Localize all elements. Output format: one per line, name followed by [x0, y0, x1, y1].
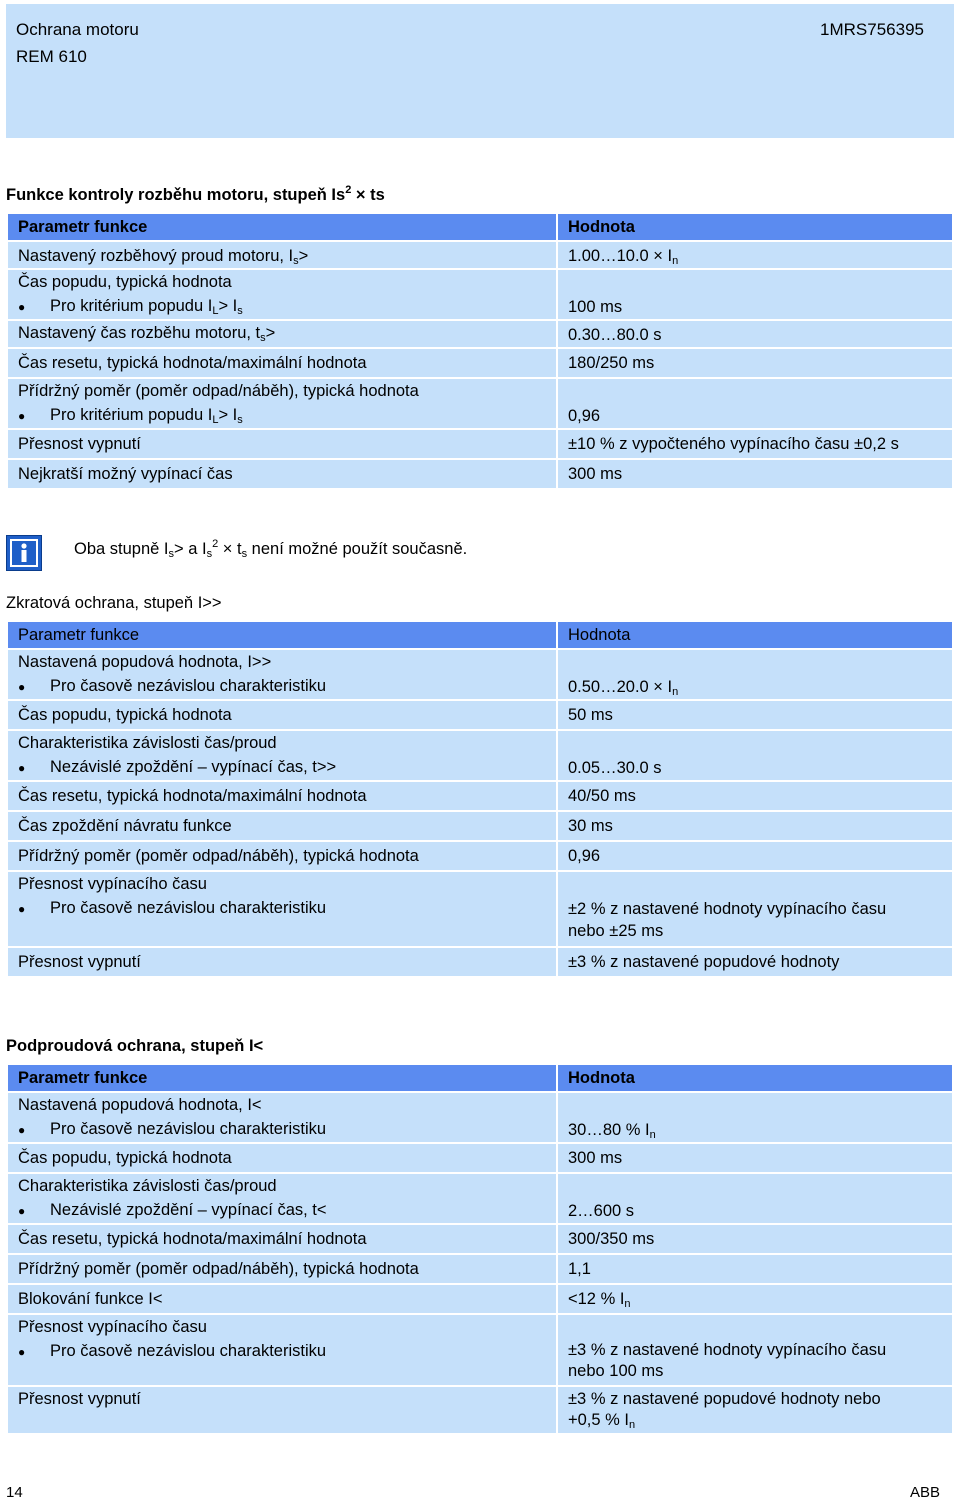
value-cell [558, 1093, 952, 1142]
param-cell [8, 650, 556, 699]
bullet-item [18, 1198, 546, 1223]
section-title-motor-start [6, 186, 385, 205]
param-cell: Přesnost vypnutí [8, 948, 556, 976]
title-part: × ts [351, 186, 385, 204]
bullet-item [18, 896, 546, 921]
table-short-circuit [6, 620, 954, 978]
bullet-dot-icon: ● [18, 300, 26, 314]
label: > [265, 324, 276, 342]
sub: n [649, 1129, 656, 1141]
col-header-value: Hodnota [558, 1065, 952, 1091]
param-cell: Čas zpoždění návratu funkce [8, 812, 556, 840]
value: 30…80 % I [568, 1121, 650, 1139]
col-header-value: Hodnota [558, 622, 952, 648]
value-cell [558, 650, 952, 699]
param-cell [8, 1174, 556, 1223]
value: nebo 100 ms [568, 1362, 664, 1380]
label: Přídržný poměr (poměr odpad/náběh), typická hodnota [18, 382, 419, 400]
table-row [8, 731, 952, 780]
table-row [8, 812, 952, 840]
sub: s [237, 305, 243, 317]
param-cell: Čas resetu, typická hodnota/maximální hodnota [8, 349, 556, 377]
table-row [8, 430, 952, 458]
note-part: > a I [173, 540, 207, 558]
sub: n [672, 255, 679, 267]
sub: n [629, 1419, 636, 1431]
table-row [8, 270, 952, 319]
label: Přesnost vypínacího času [18, 1318, 207, 1336]
value-cell [558, 1387, 952, 1433]
brand-footer: ABB [909, 1484, 940, 1501]
param-cell: Čas popudu, typická hodnota [8, 701, 556, 729]
label: > [298, 247, 309, 265]
sub: s [293, 255, 299, 267]
table-row [8, 1144, 952, 1172]
value-cell: 180/250 ms [558, 349, 952, 377]
table-row [8, 321, 952, 347]
title-part: Funkce kontroly rozběhu motoru, stupeň Is [6, 186, 346, 204]
bullet-dot-icon: ● [18, 1345, 26, 1359]
note-part: × t [218, 540, 242, 558]
value-cell: 300/350 ms [558, 1225, 952, 1253]
table-row [8, 242, 952, 268]
sub: s [237, 414, 243, 426]
param-cell [8, 321, 556, 347]
value-cell: 0,96 [558, 379, 952, 428]
bullet-item [18, 403, 546, 428]
value-cell: 300 ms [558, 1144, 952, 1172]
label: Nastavená popudová hodnota, I>> [18, 653, 272, 671]
label: Pro kritérium popudu I [50, 297, 213, 315]
label: Nezávislé zpoždění – vypínací čas, t>> [50, 758, 337, 776]
col-header-parameter: Parametr funkce [8, 1065, 556, 1091]
col-header-parameter: Parametr funkce [8, 622, 556, 648]
table-row [8, 1174, 952, 1223]
table-row [8, 460, 952, 488]
bullet-item [18, 294, 546, 319]
value-line [568, 1410, 942, 1431]
sub: s [260, 332, 266, 344]
table-row [8, 701, 952, 729]
label: Charakteristika závislosti čas/proud [18, 1177, 277, 1195]
value-cell: 100 ms [558, 270, 952, 319]
header-title: Ochrana motoru [16, 20, 139, 39]
table-header-row [8, 1065, 952, 1091]
section-title-short-circuit: Zkratová ochrana, stupeň I>> [6, 594, 222, 612]
section-title-undercurrent: Podproudová ochrana, stupeň I< [6, 1037, 264, 1055]
table-row [8, 1093, 952, 1142]
table-header-row [8, 214, 952, 240]
value-cell [558, 872, 952, 946]
label: Pro časově nezávislou charakteristiku [50, 899, 327, 917]
param-cell [8, 1315, 556, 1385]
table-row [8, 1255, 952, 1283]
value-cell: 1,1 [558, 1255, 952, 1283]
header-left [16, 16, 139, 70]
table-row [8, 650, 952, 699]
bullet-dot-icon: ● [18, 1204, 26, 1218]
bullet-item [18, 755, 546, 780]
label: Pro kritérium popudu I [50, 406, 213, 424]
value: 1.00…10.0 × I [568, 247, 673, 265]
sup: 2 [212, 538, 219, 550]
table-row [8, 349, 952, 377]
label: Přesnost vypínacího času [18, 875, 207, 893]
value: ±3 % z nastavené popudové hodnoty nebo [568, 1390, 881, 1408]
header-device: REM 610 [16, 47, 87, 66]
sub: L [212, 414, 219, 426]
info-icon [6, 535, 42, 571]
bullet-item [18, 1339, 546, 1364]
param-cell: Přesnost vypnutí [8, 430, 556, 458]
value-cell [558, 1285, 952, 1313]
bullet-item [18, 1117, 546, 1142]
value-cell: ±3 % z nastavené popudové hodnoty [558, 948, 952, 976]
table-row [8, 1285, 952, 1313]
table-row [8, 1315, 952, 1385]
value-cell: 40/50 ms [558, 782, 952, 810]
param-cell: Čas resetu, typická hodnota/maximální hodnota [8, 782, 556, 810]
label: Nastavený čas rozběhu motoru, t [18, 324, 261, 342]
sub: L [212, 305, 219, 317]
bullet-dot-icon: ● [18, 902, 26, 916]
value: ±2 % z nastavené hodnoty vypínacího času [568, 900, 887, 918]
value-cell: 2…600 s [558, 1174, 952, 1223]
value-cell: 0.30…80.0 s [558, 321, 952, 347]
table-row [8, 842, 952, 870]
value: 0.50…20.0 × I [568, 678, 673, 696]
label: Čas popudu, typická hodnota [18, 273, 232, 291]
param-cell [8, 270, 556, 319]
table-row [8, 872, 952, 946]
value-cell [558, 1315, 952, 1385]
sub: s [241, 548, 248, 560]
table-row [8, 1387, 952, 1433]
table-row [8, 782, 952, 810]
value: +0,5 % I [568, 1411, 629, 1429]
table-row [8, 379, 952, 428]
value-cell: ±10 % z vypočteného vypínacího času ±0,2 s [558, 430, 952, 458]
note-part: není možné použít současně. [247, 540, 468, 558]
bullet-dot-icon: ● [18, 680, 26, 694]
col-header-parameter: Parametr funkce [8, 214, 556, 240]
sub: n [672, 686, 679, 698]
label: Nastavený rozběhový proud motoru, I [18, 247, 294, 265]
col-header-value: Hodnota [558, 214, 952, 240]
header-doc-id: 1MRS756395 [820, 20, 924, 39]
value: nebo ±25 ms [568, 922, 664, 940]
value: ±3 % z nastavené hodnoty vypínacího času [568, 1341, 887, 1359]
sub: n [624, 1298, 631, 1310]
note-text [74, 540, 467, 559]
value-cell: 0.05…30.0 s [558, 731, 952, 780]
label: Nezávislé zpoždění – vypínací čas, t< [50, 1201, 327, 1219]
label: Charakteristika závislosti čas/proud [18, 734, 277, 752]
sub: s [206, 548, 213, 560]
param-cell: Blokování funkce I< [8, 1285, 556, 1313]
bullet-item [18, 674, 546, 699]
bullet-dot-icon: ● [18, 761, 26, 775]
value-cell: 0,96 [558, 842, 952, 870]
sub: s [168, 548, 174, 560]
table-row [8, 948, 952, 976]
bullet-dot-icon: ● [18, 409, 26, 423]
param-cell [8, 872, 556, 946]
title-sup: 2 [345, 184, 352, 196]
value-cell: 50 ms [558, 701, 952, 729]
value-cell: 300 ms [558, 460, 952, 488]
param-cell [8, 1093, 556, 1142]
value: <12 % I [568, 1290, 625, 1308]
param-cell: Čas popudu, typická hodnota [8, 1144, 556, 1172]
param-cell: Přídržný poměr (poměr odpad/náběh), typická hodnota [8, 842, 556, 870]
table-header-row [8, 622, 952, 648]
param-cell: Čas resetu, typická hodnota/maximální hodnota [8, 1225, 556, 1253]
table-row [8, 1225, 952, 1253]
label: Pro časově nezávislou charakteristiku [50, 1342, 327, 1360]
param-cell [8, 379, 556, 428]
label: Pro časově nezávislou charakteristiku [50, 677, 327, 695]
table-motor-start [6, 212, 954, 490]
param-cell: Nejkratší možný vypínací čas [8, 460, 556, 488]
label: > I [218, 297, 238, 315]
label: > I [218, 406, 238, 424]
page-header [6, 4, 954, 138]
value-cell [558, 242, 952, 268]
param-cell: Přesnost vypnutí [8, 1387, 556, 1433]
table-undercurrent [6, 1063, 954, 1435]
label: Nastavená popudová hodnota, I< [18, 1096, 262, 1114]
param-cell [8, 731, 556, 780]
value-cell: 30 ms [558, 812, 952, 840]
note-part: Oba stupně I [74, 540, 169, 558]
bullet-dot-icon: ● [18, 1123, 26, 1137]
param-cell: Přídržný poměr (poměr odpad/náběh), typická hodnota [8, 1255, 556, 1283]
page-number: 14 [6, 1484, 23, 1501]
param-cell [8, 242, 556, 268]
label: Pro časově nezávislou charakteristiku [50, 1120, 327, 1138]
